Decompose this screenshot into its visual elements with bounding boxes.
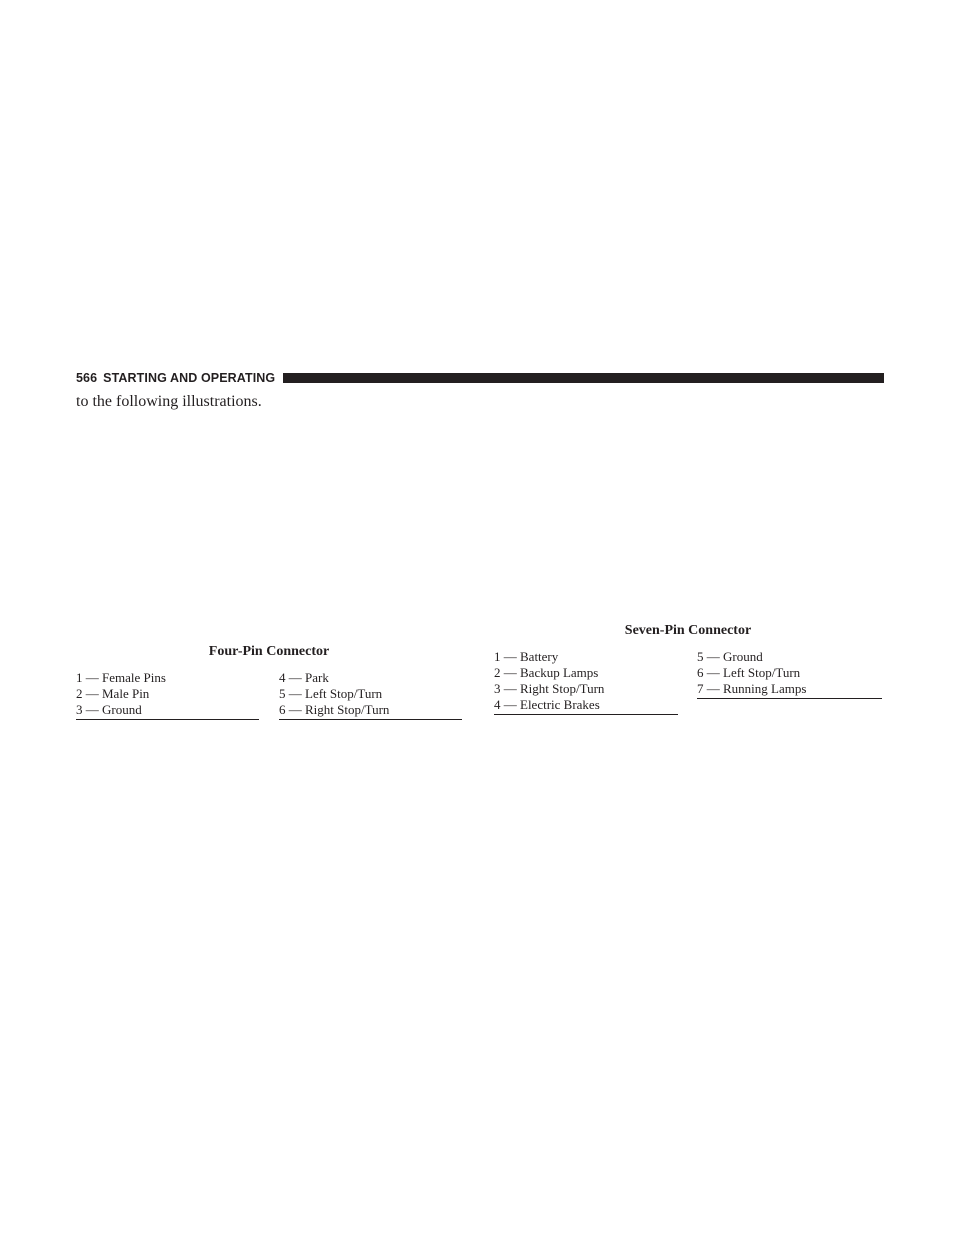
four-pin-legend-left (76, 670, 259, 720)
legend-item: 5 — Left Stop/Turn (279, 686, 383, 701)
intro-text: to the following illustrations. (76, 393, 262, 410)
seven-pin-caption: Seven-Pin Connector (624, 623, 752, 638)
legend-item: 4 — Electric Brakes (494, 697, 600, 712)
legend-item: 2 — Backup Lamps (494, 665, 599, 680)
page-header (76, 370, 884, 386)
legend-item: 1 — Battery (494, 649, 559, 664)
section-title: STARTING AND OPERATING (103, 371, 276, 385)
legend-item: 2 — Male Pin (76, 686, 150, 701)
page-number: 566 (76, 371, 98, 385)
legend-item: 7 — Running Lamps (697, 681, 807, 696)
seven-pin-legend-right (697, 649, 882, 699)
legend-item: 4 — Park (279, 670, 329, 685)
header-rule (283, 373, 884, 383)
legend-item: 5 — Ground (697, 649, 763, 664)
legend-item: 3 — Right Stop/Turn (494, 681, 605, 696)
four-pin-legend-right (279, 670, 462, 720)
seven-pin-legend-left (494, 649, 678, 715)
legend-item: 6 — Left Stop/Turn (697, 665, 801, 680)
four-pin-caption: Four-Pin Connector (208, 644, 330, 659)
legend-item: 6 — Right Stop/Turn (279, 702, 390, 717)
legend-item: 1 — Female Pins (76, 670, 166, 685)
legend-item: 3 — Ground (76, 702, 142, 717)
